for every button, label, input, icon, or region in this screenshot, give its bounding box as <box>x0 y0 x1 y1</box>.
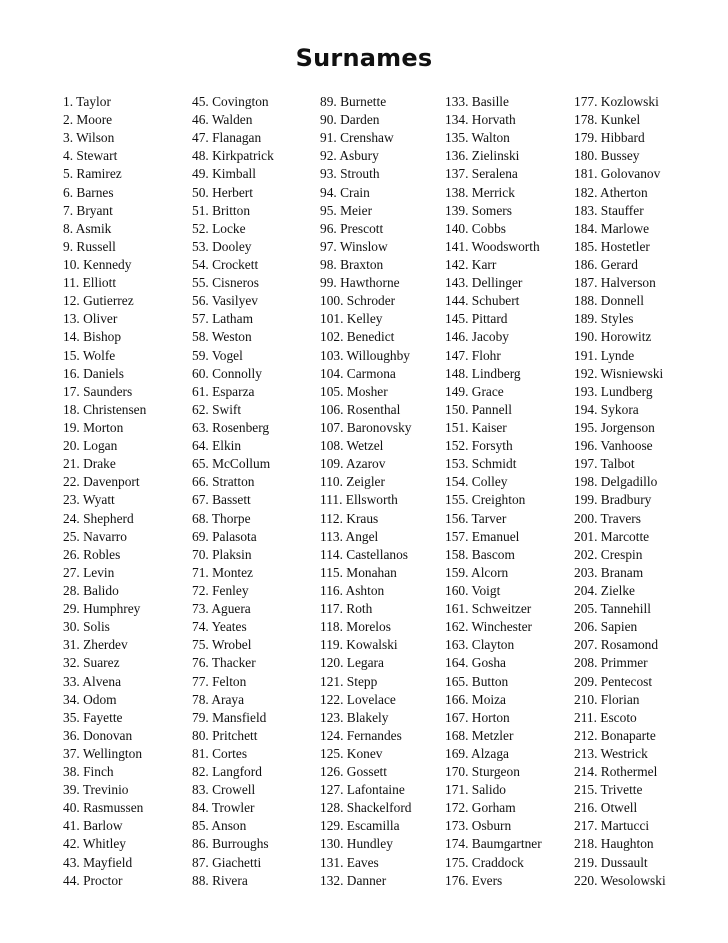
surname-entry: 76. Thacker <box>192 655 256 671</box>
surname-entry: 175. Craddock <box>445 854 524 870</box>
surname-entry: 93. Strouth <box>320 166 380 182</box>
surname-entry: 23. Wyatt <box>63 492 115 508</box>
surname-entry: 218. Haughton <box>574 836 654 852</box>
surname-entry: 6. Barnes <box>63 184 114 200</box>
surname-entry: 158. Bascom <box>445 546 515 562</box>
surname-entry: 198. Delgadillo <box>574 474 658 490</box>
surname-entry: 49. Kimball <box>192 166 256 182</box>
surname-entry: 133. Basille <box>445 94 509 109</box>
surname-entry: 168. Metzler <box>445 727 514 743</box>
surname-column-1 <box>63 93 146 890</box>
surname-entry: 170. Sturgeon <box>445 764 520 780</box>
surname-entry: 174. Baumgartner <box>445 836 542 852</box>
surname-entry: 48. Kirkpatrick <box>192 148 274 164</box>
surname-entry: 99. Hawthorne <box>320 275 400 291</box>
surname-entry: 13. Oliver <box>63 311 118 327</box>
surname-entry: 147. Flohr <box>445 347 501 363</box>
surname-entry: 42. Whitley <box>63 836 126 852</box>
surname-entry: 196. Vanhoose <box>574 438 653 454</box>
surname-entry: 79. Mansfield <box>192 709 267 725</box>
surname-entry: 193. Lundberg <box>574 383 653 399</box>
surname-entry: 148. Lindberg <box>445 365 521 381</box>
surname-entry: 141. Woodsworth <box>445 238 540 254</box>
surname-entry: 67. Bassett <box>192 492 251 508</box>
surname-entry: 217. Martucci <box>574 818 650 834</box>
surname-entry: 107. Baronovsky <box>320 419 412 435</box>
surname-entry: 116. Ashton <box>320 582 385 598</box>
surname-entry: 108. Wetzel <box>320 438 384 454</box>
surname-entry: 192. Wisniewski <box>574 365 664 381</box>
surname-entry: 103. Willoughby <box>320 347 410 363</box>
surname-entry: 199. Bradbury <box>574 492 652 508</box>
surname-entry: 9. Russell <box>63 238 116 254</box>
surname-entry: 41. Barlow <box>63 818 123 834</box>
surname-entry: 186. Gerard <box>574 256 638 272</box>
surname-entry: 100. Schroder <box>320 293 396 309</box>
surname-entry: 61. Esparza <box>192 383 255 399</box>
surname-entry: 96. Prescott <box>320 220 384 236</box>
surname-entry: 50. Herbert <box>192 184 253 200</box>
surname-entry: 74. Yeates <box>192 619 247 635</box>
surname-entry: 55. Cisneros <box>192 275 259 291</box>
surname-entry: 46. Walden <box>192 112 253 128</box>
surname-entry: 117. Roth <box>320 601 373 617</box>
surname-entry: 157. Emanuel <box>445 528 520 544</box>
surname-entry: 58. Weston <box>192 329 252 345</box>
surname-entry: 36. Donovan <box>63 727 133 743</box>
surname-entry: 131. Eaves <box>320 854 379 870</box>
surname-entry: 162. Winchester <box>445 619 532 635</box>
surname-entry: 207. Rosamond <box>574 637 659 653</box>
surname-entry: 112. Kraus <box>320 510 379 526</box>
surname-entry: 172. Gorham <box>445 800 516 816</box>
surname-entry: 115. Monahan <box>320 564 397 580</box>
surname-entry: 26. Robles <box>63 546 121 562</box>
surname-entry: 83. Crowell <box>192 782 256 798</box>
surname-entry: 1. Taylor <box>63 94 111 109</box>
surname-entry: 185. Hostetler <box>574 238 650 254</box>
surname-entry: 181. Golovanov <box>574 166 661 182</box>
surname-entry: 146. Jacoby <box>445 329 509 345</box>
surname-entry: 62. Swift <box>192 401 242 417</box>
surname-entry: 14. Bishop <box>63 329 122 345</box>
surname-entry: 197. Talbot <box>574 456 635 472</box>
surname-entry: 54. Crockett <box>192 256 259 272</box>
surname-entry: 150. Pannell <box>445 401 512 417</box>
surname-entry: 188. Donnell <box>574 293 644 309</box>
surname-entry: 154. Colley <box>445 474 508 490</box>
surname-entry: 11. Elliott <box>63 275 117 291</box>
surname-entry: 182. Atherton <box>574 184 648 200</box>
surname-entry: 30. Solis <box>63 619 110 635</box>
surname-entry: 213. Westrick <box>574 745 648 761</box>
surname-entry: 121. Stepp <box>320 673 378 689</box>
surname-entry: 89. Burnette <box>320 94 387 109</box>
surname-entry: 10. Kennedy <box>63 256 132 272</box>
surname-entry: 208. Primmer <box>574 655 648 671</box>
surname-entry: 189. Styles <box>574 311 634 327</box>
surname-entry: 72. Fenley <box>192 582 249 598</box>
surname-column-5 <box>574 93 666 890</box>
surname-entry: 191. Lynde <box>574 347 635 363</box>
surname-entry: 159. Alcorn <box>445 564 509 580</box>
surname-entry: 28. Balido <box>63 582 119 598</box>
surname-entry: 27. Levin <box>63 564 115 580</box>
surname-entry: 43. Mayfield <box>63 854 133 870</box>
surname-entry: 171. Salido <box>445 782 507 798</box>
surname-entry: 130. Hundley <box>320 836 393 852</box>
surname-entry: 128. Shackelford <box>320 800 412 816</box>
surname-entry: 156. Tarver <box>445 510 507 526</box>
surname-entry: 37. Wellington <box>63 745 143 761</box>
surname-entry: 210. Florian <box>574 691 640 707</box>
surname-entry: 102. Benedict <box>320 329 395 345</box>
surname-entry: 87. Giachetti <box>192 854 262 870</box>
surname-entry: 138. Merrick <box>445 184 515 200</box>
surname-entry: 44. Proctor <box>63 872 123 888</box>
surname-entry: 34. Odom <box>63 691 117 707</box>
surname-entry: 127. Lafontaine <box>320 782 405 798</box>
surname-entry: 219. Dussault <box>574 854 648 870</box>
surname-entry: 144. Schubert <box>445 293 520 309</box>
surname-entry: 129. Escamilla <box>320 818 400 834</box>
surname-entry: 184. Marlowe <box>574 220 650 236</box>
surname-entry: 97. Winslow <box>320 238 388 254</box>
surname-entry: 119. Kowalski <box>320 637 398 653</box>
surname-entry: 142. Karr <box>445 256 497 272</box>
surname-entry: 177. Kozlowski <box>574 94 659 109</box>
surname-entry: 47. Flanagan <box>192 130 262 146</box>
surname-entry: 66. Stratton <box>192 474 255 490</box>
surname-entry: 137. Seralena <box>445 166 518 182</box>
surname-entry: 164. Gosha <box>445 655 506 671</box>
surname-entry: 215. Trivette <box>574 782 643 798</box>
surname-column-3 <box>320 93 412 890</box>
surname-entry: 139. Somers <box>445 202 512 218</box>
surname-entry: 59. Vogel <box>192 347 243 363</box>
surname-entry: 180. Bussey <box>574 148 640 164</box>
surname-entry: 161. Schweitzer <box>445 601 532 617</box>
surname-entry: 169. Alzaga <box>445 745 509 761</box>
surname-column-2 <box>192 93 274 890</box>
surname-entry: 178. Kunkel <box>574 112 641 128</box>
surname-entry: 111. Ellsworth <box>320 492 398 508</box>
surname-entry: 110. Zeigler <box>320 474 385 490</box>
surname-entry: 56. Vasilyev <box>192 293 258 309</box>
surname-entry: 201. Marcotte <box>574 528 650 544</box>
surname-entry: 194. Sykora <box>574 401 639 417</box>
surname-entry: 71. Montez <box>192 564 253 580</box>
surname-entry: 106. Rosenthal <box>320 401 401 417</box>
surname-entry: 173. Osburn <box>445 818 512 834</box>
surname-entry: 91. Crenshaw <box>320 130 394 146</box>
surname-column-4 <box>445 93 542 890</box>
surname-entry: 69. Palasota <box>192 528 257 544</box>
surname-entry: 16. Daniels <box>63 365 124 381</box>
surname-entry: 114. Castellanos <box>320 546 409 562</box>
surname-entry: 64. Elkin <box>192 438 242 454</box>
surname-entry: 179. Hibbard <box>574 130 645 146</box>
surname-entry: 149. Grace <box>445 383 504 399</box>
surname-entry: 120. Legara <box>320 655 384 671</box>
surname-entry: 166. Moiza <box>445 691 506 707</box>
surname-entry: 94. Crain <box>320 184 370 200</box>
surname-entry: 204. Zielke <box>574 582 635 598</box>
surname-entry: 80. Pritchett <box>192 727 258 743</box>
surname-entry: 153. Schmidt <box>445 456 517 472</box>
surname-entry: 12. Gutierrez <box>63 293 134 309</box>
surname-entry: 200. Travers <box>574 510 641 526</box>
surname-entry: 18. Christensen <box>63 401 147 417</box>
surname-entry: 88. Rivera <box>192 872 248 888</box>
surname-entry: 123. Blakely <box>320 709 389 725</box>
surname-entry: 140. Cobbs <box>445 220 507 236</box>
surname-entry: 101. Kelley <box>320 311 383 327</box>
surname-entry: 19. Morton <box>63 419 124 435</box>
surname-entry: 17. Saunders <box>63 383 133 399</box>
surname-entry: 40. Rasmussen <box>63 800 144 816</box>
surname-entry: 187. Halverson <box>574 275 656 291</box>
surname-entry: 132. Danner <box>320 872 387 888</box>
surname-entry: 118. Morelos <box>320 619 391 635</box>
surname-entry: 7. Bryant <box>63 202 113 218</box>
surname-entry: 206. Sapien <box>574 619 638 635</box>
surname-entry: 45. Covington <box>192 94 269 109</box>
surname-entry: 124. Fernandes <box>320 727 402 743</box>
surname-entry: 104. Carmona <box>320 365 396 381</box>
surname-entry: 214. Rothermel <box>574 764 658 780</box>
surname-entry: 151. Kaiser <box>445 419 507 435</box>
surname-entry: 86. Burroughs <box>192 836 269 852</box>
surname-entry: 82. Langford <box>192 764 262 780</box>
surname-entry: 190. Horowitz <box>574 329 652 345</box>
surname-entry: 205. Tannehill <box>574 601 651 617</box>
surname-entry: 57. Latham <box>192 311 253 327</box>
surname-entry: 135. Walton <box>445 130 510 146</box>
surname-entry: 85. Anson <box>192 818 247 834</box>
surname-entry: 32. Suarez <box>63 655 120 671</box>
surname-entry: 92. Asbury <box>320 148 379 164</box>
surname-entry: 165. Button <box>445 673 509 689</box>
surname-entry: 195. Jorgenson <box>574 419 655 435</box>
surname-entry: 105. Mosher <box>320 383 388 399</box>
surname-entry: 25. Navarro <box>63 528 127 544</box>
surname-entry: 136. Zielinski <box>445 148 520 164</box>
surname-entry: 216. Otwell <box>574 800 638 816</box>
surname-entry: 167. Horton <box>445 709 510 725</box>
surname-entry: 163. Clayton <box>445 637 515 653</box>
surname-entry: 220. Wesolowski <box>574 872 666 888</box>
surname-entry: 126. Gossett <box>320 764 387 780</box>
surname-entry: 203. Branam <box>574 564 644 580</box>
surname-entry: 65. McCollum <box>192 456 271 472</box>
surname-entry: 15. Wolfe <box>63 347 116 363</box>
surname-entry: 122. Lovelace <box>320 691 396 707</box>
surname-entry: 24. Shepherd <box>63 510 134 526</box>
surname-entry: 5. Ramirez <box>63 166 122 182</box>
surname-entry: 29. Humphrey <box>63 601 141 617</box>
surname-entry: 77. Felton <box>192 673 247 689</box>
surname-entry: 98. Braxton <box>320 256 384 272</box>
surname-entry: 84. Trowler <box>192 800 255 816</box>
surname-entry: 53. Dooley <box>192 238 252 254</box>
surname-entry: 51. Britton <box>192 202 251 218</box>
surname-entry: 31. Zherdev <box>63 637 128 653</box>
surname-entry: 145. Pittard <box>445 311 508 327</box>
surname-entry: 35. Fayette <box>63 709 123 725</box>
surname-entry: 8. Asmik <box>63 220 112 236</box>
surname-entry: 212. Bonaparte <box>574 727 656 743</box>
surname-entry: 75. Wrobel <box>192 637 252 653</box>
surname-entry: 202. Crespin <box>574 546 643 562</box>
surname-entry: 20. Logan <box>63 438 118 454</box>
surname-entry: 155. Creighton <box>445 492 526 508</box>
surname-entry: 134. Horvath <box>445 112 516 128</box>
surname-entry: 113. Angel <box>320 528 379 544</box>
surname-entry: 73. Aguera <box>192 601 251 617</box>
surname-entry: 4. Stewart <box>63 148 118 164</box>
surname-entry: 21. Drake <box>63 456 116 472</box>
surname-entry: 63. Rosenberg <box>192 419 270 435</box>
surname-entry: 60. Connolly <box>192 365 262 381</box>
surname-entry: 125. Konev <box>320 745 383 761</box>
surname-entry: 33. Alvena <box>63 673 122 689</box>
surname-entry: 143. Dellinger <box>445 275 523 291</box>
surname-entry: 70. Plaksin <box>192 546 252 562</box>
surname-entry: 176. Evers <box>445 872 503 888</box>
surname-entry: 211. Escoto <box>574 709 637 725</box>
surname-entry: 2. Moore <box>63 112 113 128</box>
surname-entry: 81. Cortes <box>192 745 248 761</box>
surname-entry: 209. Pentecost <box>574 673 653 689</box>
page-title: Surnames <box>295 44 433 72</box>
surname-entry: 68. Thorpe <box>192 510 251 526</box>
surname-entry: 109. Azarov <box>320 456 386 472</box>
surname-entry: 160. Voigt <box>445 582 501 598</box>
surname-entry: 52. Locke <box>192 220 246 236</box>
surname-entry: 3. Wilson <box>63 130 115 146</box>
surname-entry: 183. Stauffer <box>574 202 644 218</box>
surname-entry: 39. Trevinio <box>63 782 129 798</box>
surname-entry: 95. Meier <box>320 202 373 218</box>
surname-entry: 78. Araya <box>192 691 245 707</box>
surname-entry: 90. Darden <box>320 112 380 128</box>
surname-entry: 38. Finch <box>63 764 114 780</box>
surname-entry: 152. Forsyth <box>445 438 513 454</box>
surname-entry: 22. Davenport <box>63 474 140 490</box>
